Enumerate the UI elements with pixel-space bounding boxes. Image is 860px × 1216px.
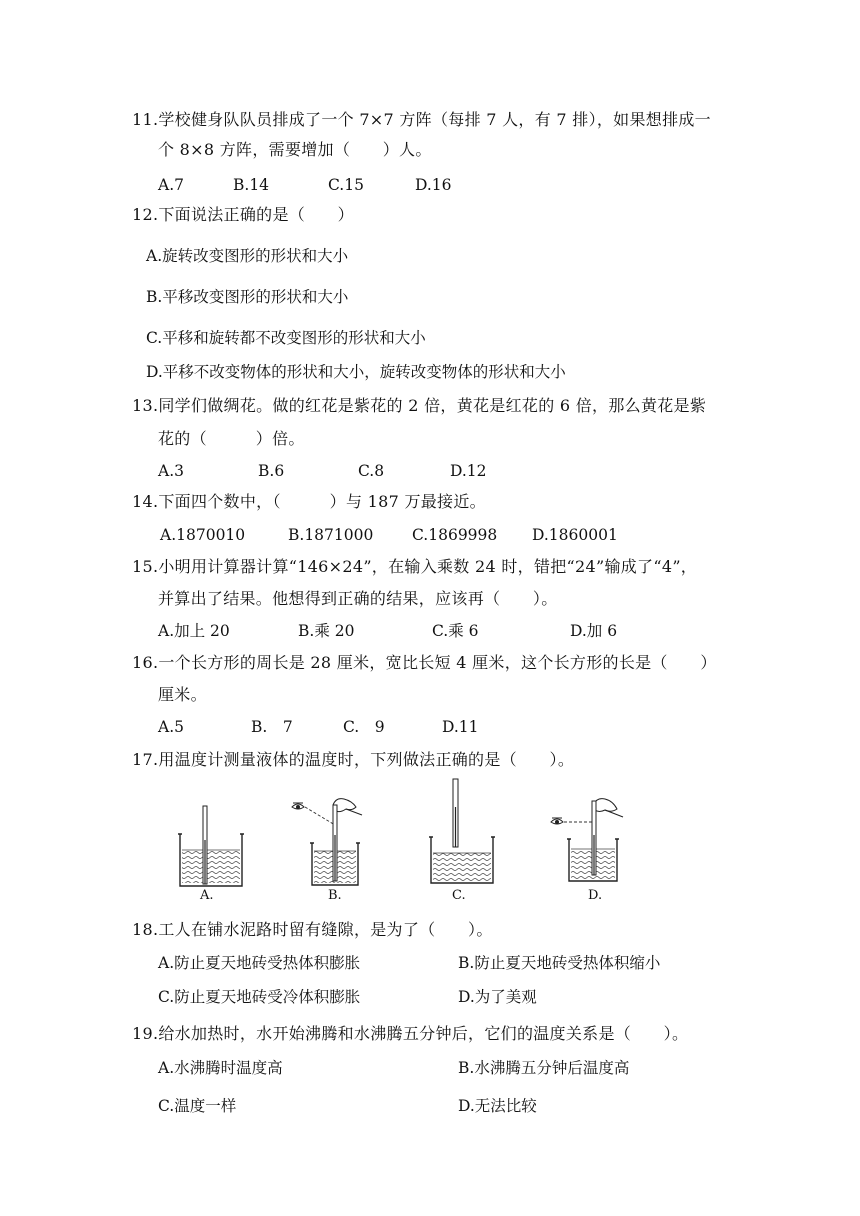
q19-line1: 19.给水加热时，水开始沸腾和水沸腾五分钟后，它们的温度关系是（ ）。 — [132, 1024, 689, 1043]
thermometer-figure-c[interactable] — [425, 777, 500, 892]
figure-d-label: D. — [588, 888, 603, 903]
q14-option-c[interactable]: C.1869998 — [412, 526, 498, 544]
q13-line1: 13.同学们做绸花。做的红花是紫花的 2 倍，黄花是红花的 6 倍，那么黄花是紫 — [132, 396, 707, 415]
q19-option-a[interactable]: A.水沸腾时温度高 — [158, 1059, 283, 1077]
q12-option-d[interactable]: D.平移不改变物体的形状和大小，旋转改变物体的形状和大小 — [146, 363, 566, 381]
q19-option-b[interactable]: B.水沸腾五分钟后温度高 — [458, 1059, 630, 1077]
q12-option-c[interactable]: C.平移和旋转都不改变图形的形状和大小 — [146, 329, 426, 347]
q16-option-a[interactable]: A.5 — [158, 718, 184, 736]
q12-option-a[interactable]: A.旋转改变图形的形状和大小 — [146, 247, 349, 265]
q17-line1: 17.用温度计测量液体的温度时，下列做法正确的是（ ）。 — [132, 750, 575, 769]
q15-line1: 15.小明用计算器计算“146×24”，在输入乘数 24 时，错把“24”输成了“4”， — [132, 557, 698, 576]
q18-line1: 18.工人在铺水泥路时留有缝隙，是为了（ ）。 — [132, 920, 493, 939]
q12-line1: 12.下面说法正确的是（ ） — [132, 205, 354, 224]
q11-option-d[interactable]: D.16 — [415, 176, 452, 194]
q14-option-a[interactable]: A.1870010 — [160, 526, 246, 544]
q16-line2: 厘米。 — [158, 685, 207, 704]
q11-line1: 11.学校健身队队员排成了一个 7×7 方阵（每排 7 人，有 7 排），如果想排成一 — [132, 110, 711, 129]
q16-line1: 16.一个长方形的周长是 28 厘米，宽比长短 4 厘米，这个长方形的长是（ ） — [132, 653, 717, 672]
q11-option-a[interactable]: A.7 — [158, 176, 184, 194]
q14-option-d[interactable]: D.1860001 — [532, 526, 618, 544]
q19-option-d[interactable]: D.无法比较 — [458, 1097, 537, 1115]
thermometer-figure-d[interactable] — [547, 795, 632, 892]
thermometer-figure-b[interactable] — [290, 795, 375, 892]
q16-option-d[interactable]: D.11 — [442, 718, 479, 736]
q14-option-b[interactable]: B.1871000 — [288, 526, 374, 544]
q18-option-c[interactable]: C.防止夏天地砖受冷体积膨胀 — [158, 988, 361, 1006]
figure-b-label: B. — [328, 888, 342, 903]
q11-line2: 个 8×8 方阵，需要增加（ ）人。 — [158, 140, 432, 159]
q13-option-c[interactable]: C.8 — [358, 462, 385, 480]
q15-option-a[interactable]: A.加上 20 — [158, 622, 230, 640]
q16-option-b[interactable]: B. 7 — [251, 718, 293, 736]
q19-option-c[interactable]: C.温度一样 — [158, 1097, 237, 1115]
figure-a-label: A. — [200, 888, 214, 903]
figure-c-label: C. — [452, 888, 466, 903]
q14-line1: 14.下面四个数中，（ ）与 187 万最接近。 — [132, 492, 486, 511]
q11-option-b[interactable]: B.14 — [233, 176, 270, 194]
q16-option-c[interactable]: C. 9 — [343, 718, 385, 736]
q15-line2: 并算出了结果。他想得到正确的结果，应该再（ ）。 — [158, 589, 558, 608]
q13-option-a[interactable]: A.3 — [158, 462, 184, 480]
q13-line2: 花的（ ）倍。 — [158, 429, 305, 448]
q18-option-d[interactable]: D.为了美观 — [458, 988, 537, 1006]
q15-option-b[interactable]: B.乘 20 — [298, 622, 355, 640]
thermometer-figure-a[interactable] — [170, 800, 250, 892]
q11-option-c[interactable]: C.15 — [328, 176, 364, 194]
q13-option-b[interactable]: B.6 — [258, 462, 285, 480]
q18-option-b[interactable]: B.防止夏天地砖受热体积缩小 — [458, 954, 661, 972]
q15-option-c[interactable]: C.乘 6 — [432, 622, 479, 640]
q18-option-a[interactable]: A.防止夏天地砖受热体积膨胀 — [158, 954, 361, 972]
q15-option-d[interactable]: D.加 6 — [570, 622, 618, 640]
q13-option-d[interactable]: D.12 — [450, 462, 487, 480]
q12-option-b[interactable]: B.平移改变图形的形状和大小 — [146, 288, 349, 306]
